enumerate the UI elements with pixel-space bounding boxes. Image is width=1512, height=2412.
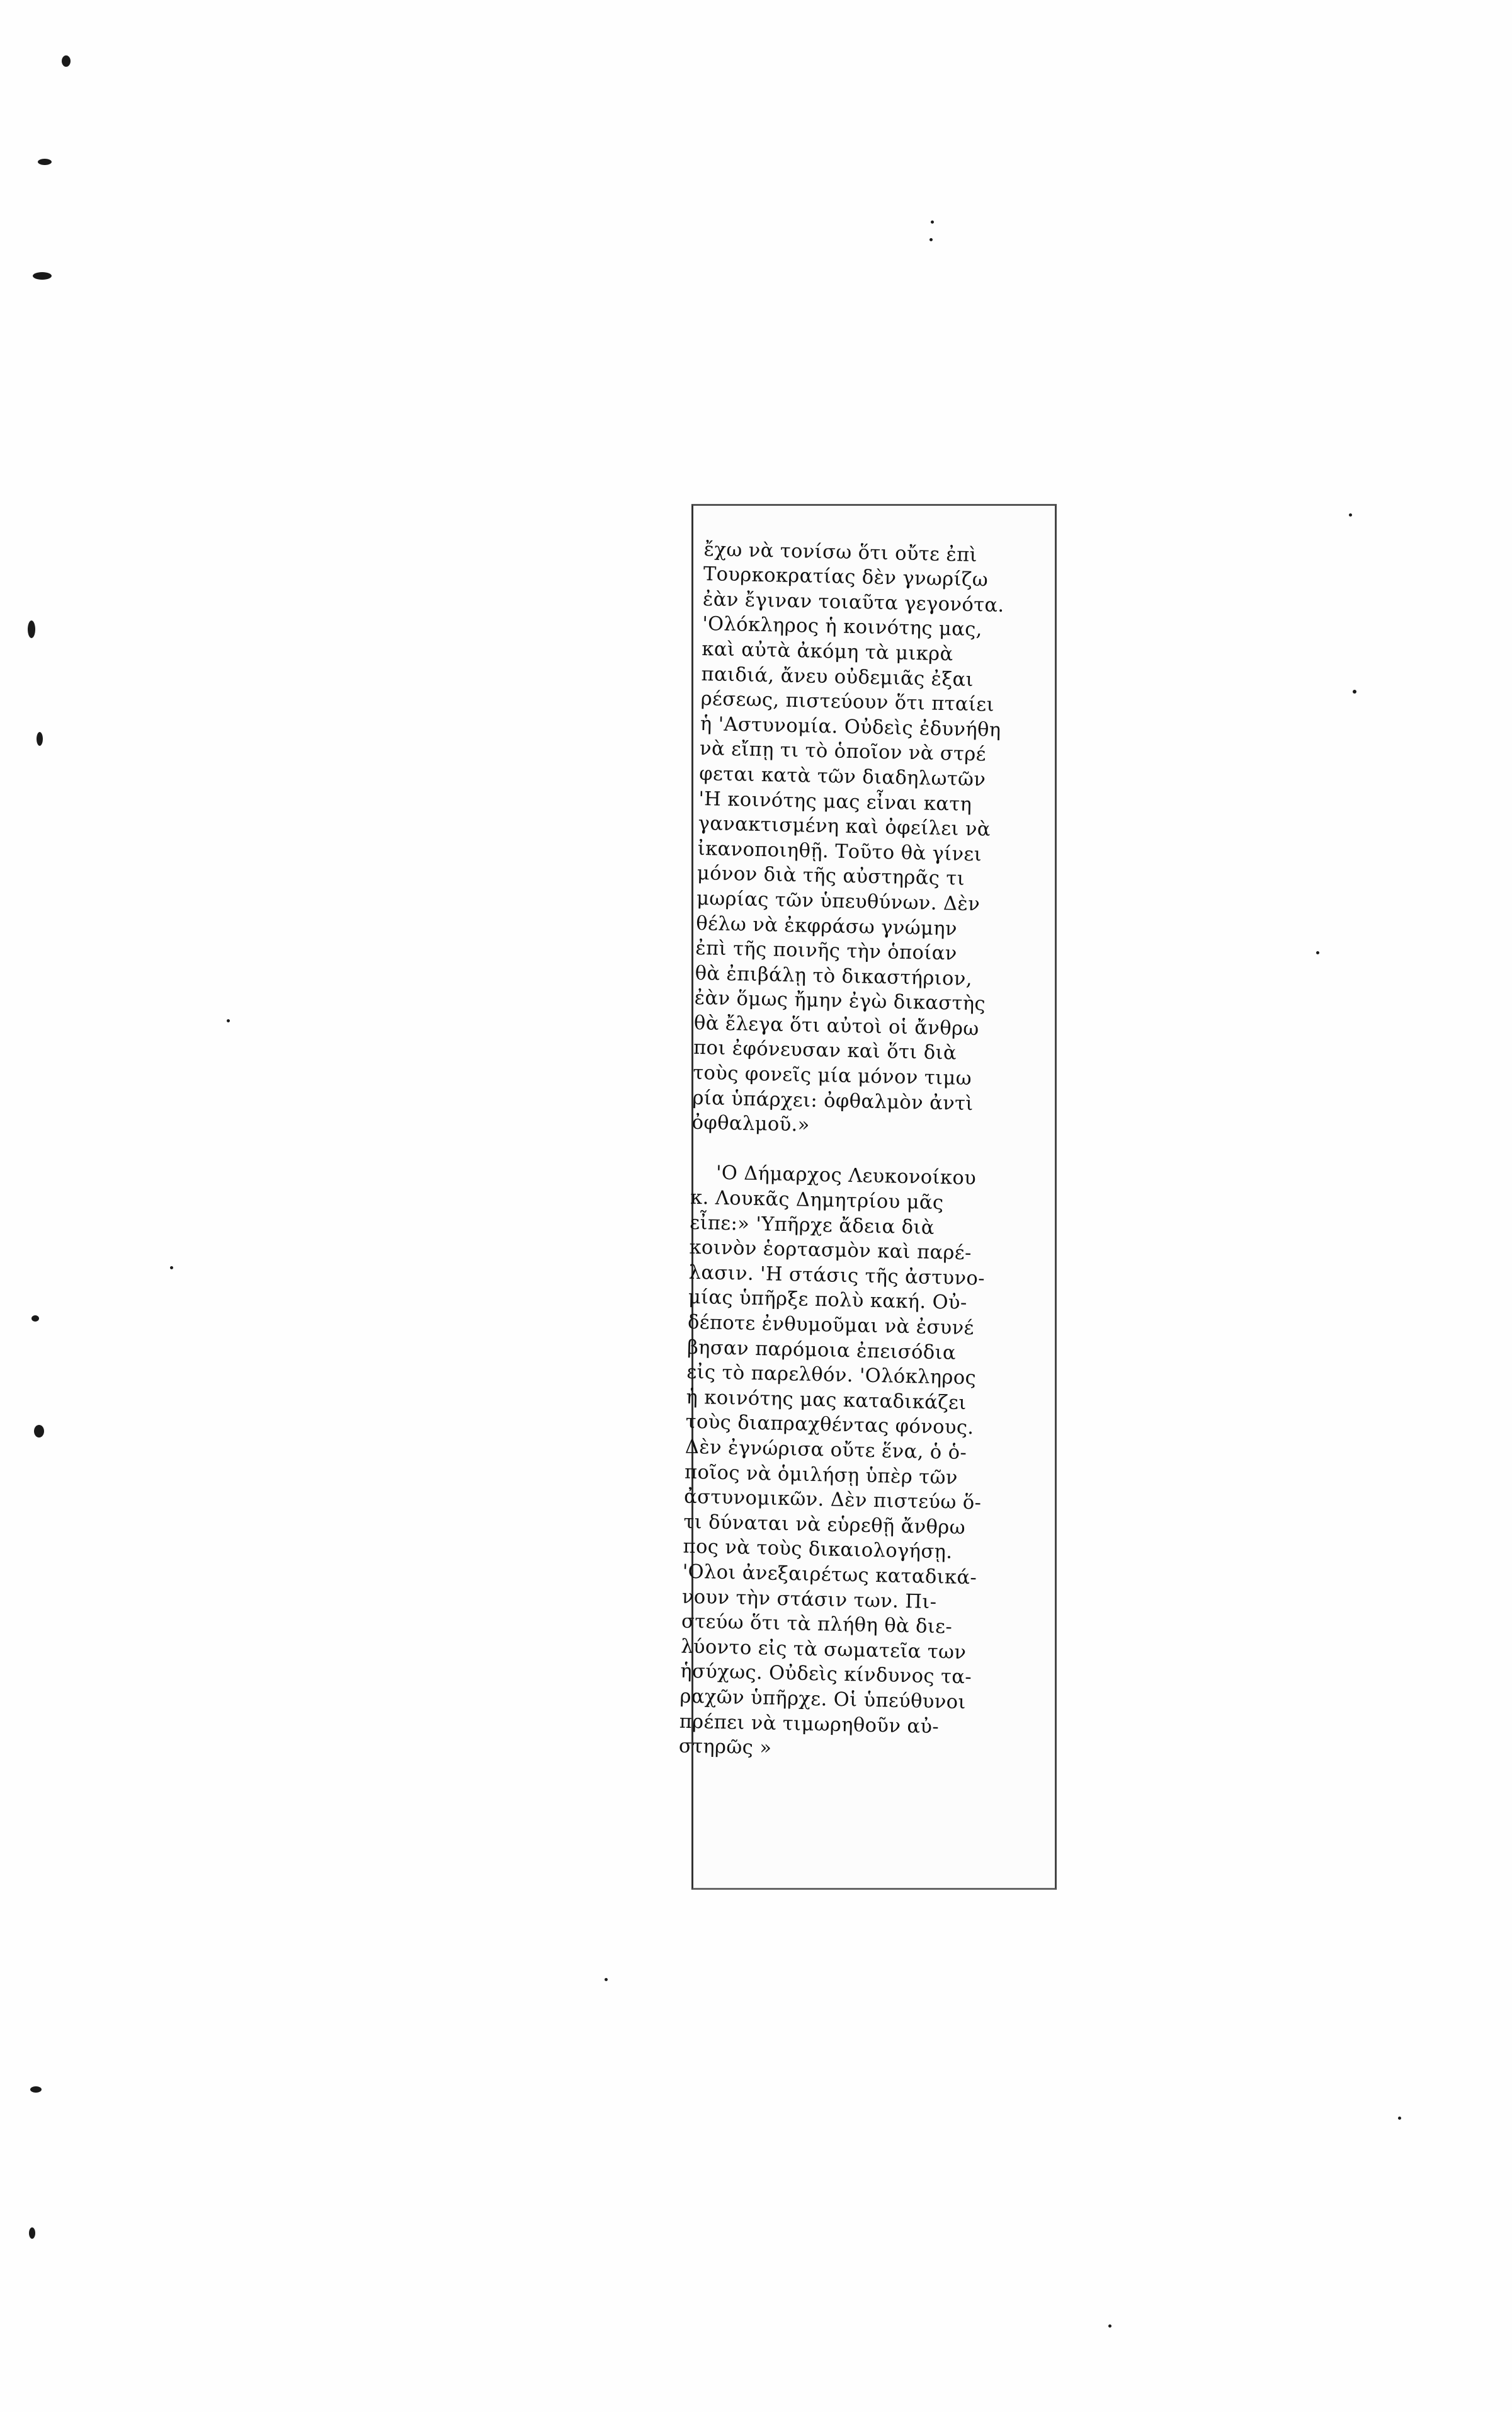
scan-speck [28,620,35,638]
scan-speck [1353,690,1356,694]
article-column [678,512,1046,1791]
scan-speck [38,159,52,165]
scan-speck [1398,2117,1401,2120]
article-paragraph: 'Ο Δήμαρχος Λευκονοίκου κ. Λουκᾶς Δημητρίου μᾶς εἶπε:» 'Υπῆρχε ἄδεια διὰ κοινὸν ἑορτασμὸν καὶ παρέ- λασιν. 'Η στάσις τῆς ἀστυνο- μίας ὑπῆρξε πολὺ κακή. Οὐ- δέποτε ἐνθυμοῦμαι νὰ ἐσυνέ βησαν παρόμοια ἐπεισόδια εἰς τὸ παρελθόν. 'Ολόκληρος ἡ κοινότης μας καταδικάζει τοὺς διαπραχθέντας φόνους. Δὲν ἐγνώρισα οὔτε ἕνα, ὁ ὁ- ποῖος νὰ ὁμιλήσῃ ὑπὲρ τῶν ἀστυνομικῶν. Δὲν πιστεύω ὅ- τι δύναται νὰ εὑρεθῇ ἄνθρω πος νὰ τοὺς δικαιολογήσῃ. 'Ολοι ἀνεξαιρέτως καταδικά- νουν τὴν στάσιν των. Πι- στεύω ὅτι τὰ πλήθη θὰ διε- λύοντο εἰς τὰ σωματεῖα των ἡσύχως. Οὐδεὶς κίνδυνος τα- ραχῶν ὑπῆρχε. Οἱ ὑπεύθυνοι πρέπει νὰ τιμωρηθοῦν αὐ- στηρῶς » [678,1162,986,1759]
newspaper-clipping [678,504,1057,1890]
scan-speck [34,1425,44,1437]
scan-speck [37,732,43,746]
scan-speck [30,2086,42,2093]
scan-speck [605,1978,608,1981]
scan-speck [31,1315,39,1322]
scan-speck [1108,2324,1111,2328]
scan-speck [62,55,71,67]
scan-speck [931,220,934,224]
scan-speck [29,2227,35,2239]
scan-speck [1349,513,1352,517]
scan-speck [33,272,52,280]
scan-speck [227,1019,230,1022]
scan-speck [170,1266,173,1269]
scan-speck [929,238,933,241]
article-paragraph: ἔχω νὰ τονίσω ὅτι οὔτε ἐπὶ Τουρκοκρατίας δὲν γνωρίζω ἐὰν ἔγιναν τοιαῦτα γεγονότα. 'Ολόκληρος ἡ κοινότης μας, καὶ αὐτὰ ἀκόμη τὰ μικρὰ παιδιά, ἄνευ οὐδεμιᾶς ἐξαι ρέσεως, πιστεύουν ὅτι πταίει ἡ 'Αστυνομία. Οὐδεὶς ἐδυνήθη νὰ εἴπῃ τι τὸ ὁποῖον νὰ στρέ φεται κατὰ τῶν διαδηλωτῶν 'Η κοινότης μας εἶναι κατη γανακτισμένη καὶ ὀφείλει νὰ ἰκανοποιηθῇ. Τοῦτο θὰ γίνει μόνον διὰ τῆς αὐστηρᾶς τι μωρίας τῶν ὑπευθύνων. Δὲν θέλω νὰ ἐκφράσω γνώμην ἐπὶ τῆς ποινῆς τὴν ὁποίαν θὰ ἐπιβάλῃ τὸ δικαστήριον, ἐὰν ὅμως ἤμην ἐγὼ δικαστὴς θὰ ἔλεγα ὅτι αὐτοὶ οἱ ἄνθρω ποι ἐφόνευσαν καὶ ὅτι διὰ τοὺς φονεῖς μία μόνον τιμω ρία ὑπάρχει: ὀφθαλμὸν ἀντὶ ὀφθαλμοῦ.» [691,538,1004,1136]
scan-speck [1316,951,1319,954]
